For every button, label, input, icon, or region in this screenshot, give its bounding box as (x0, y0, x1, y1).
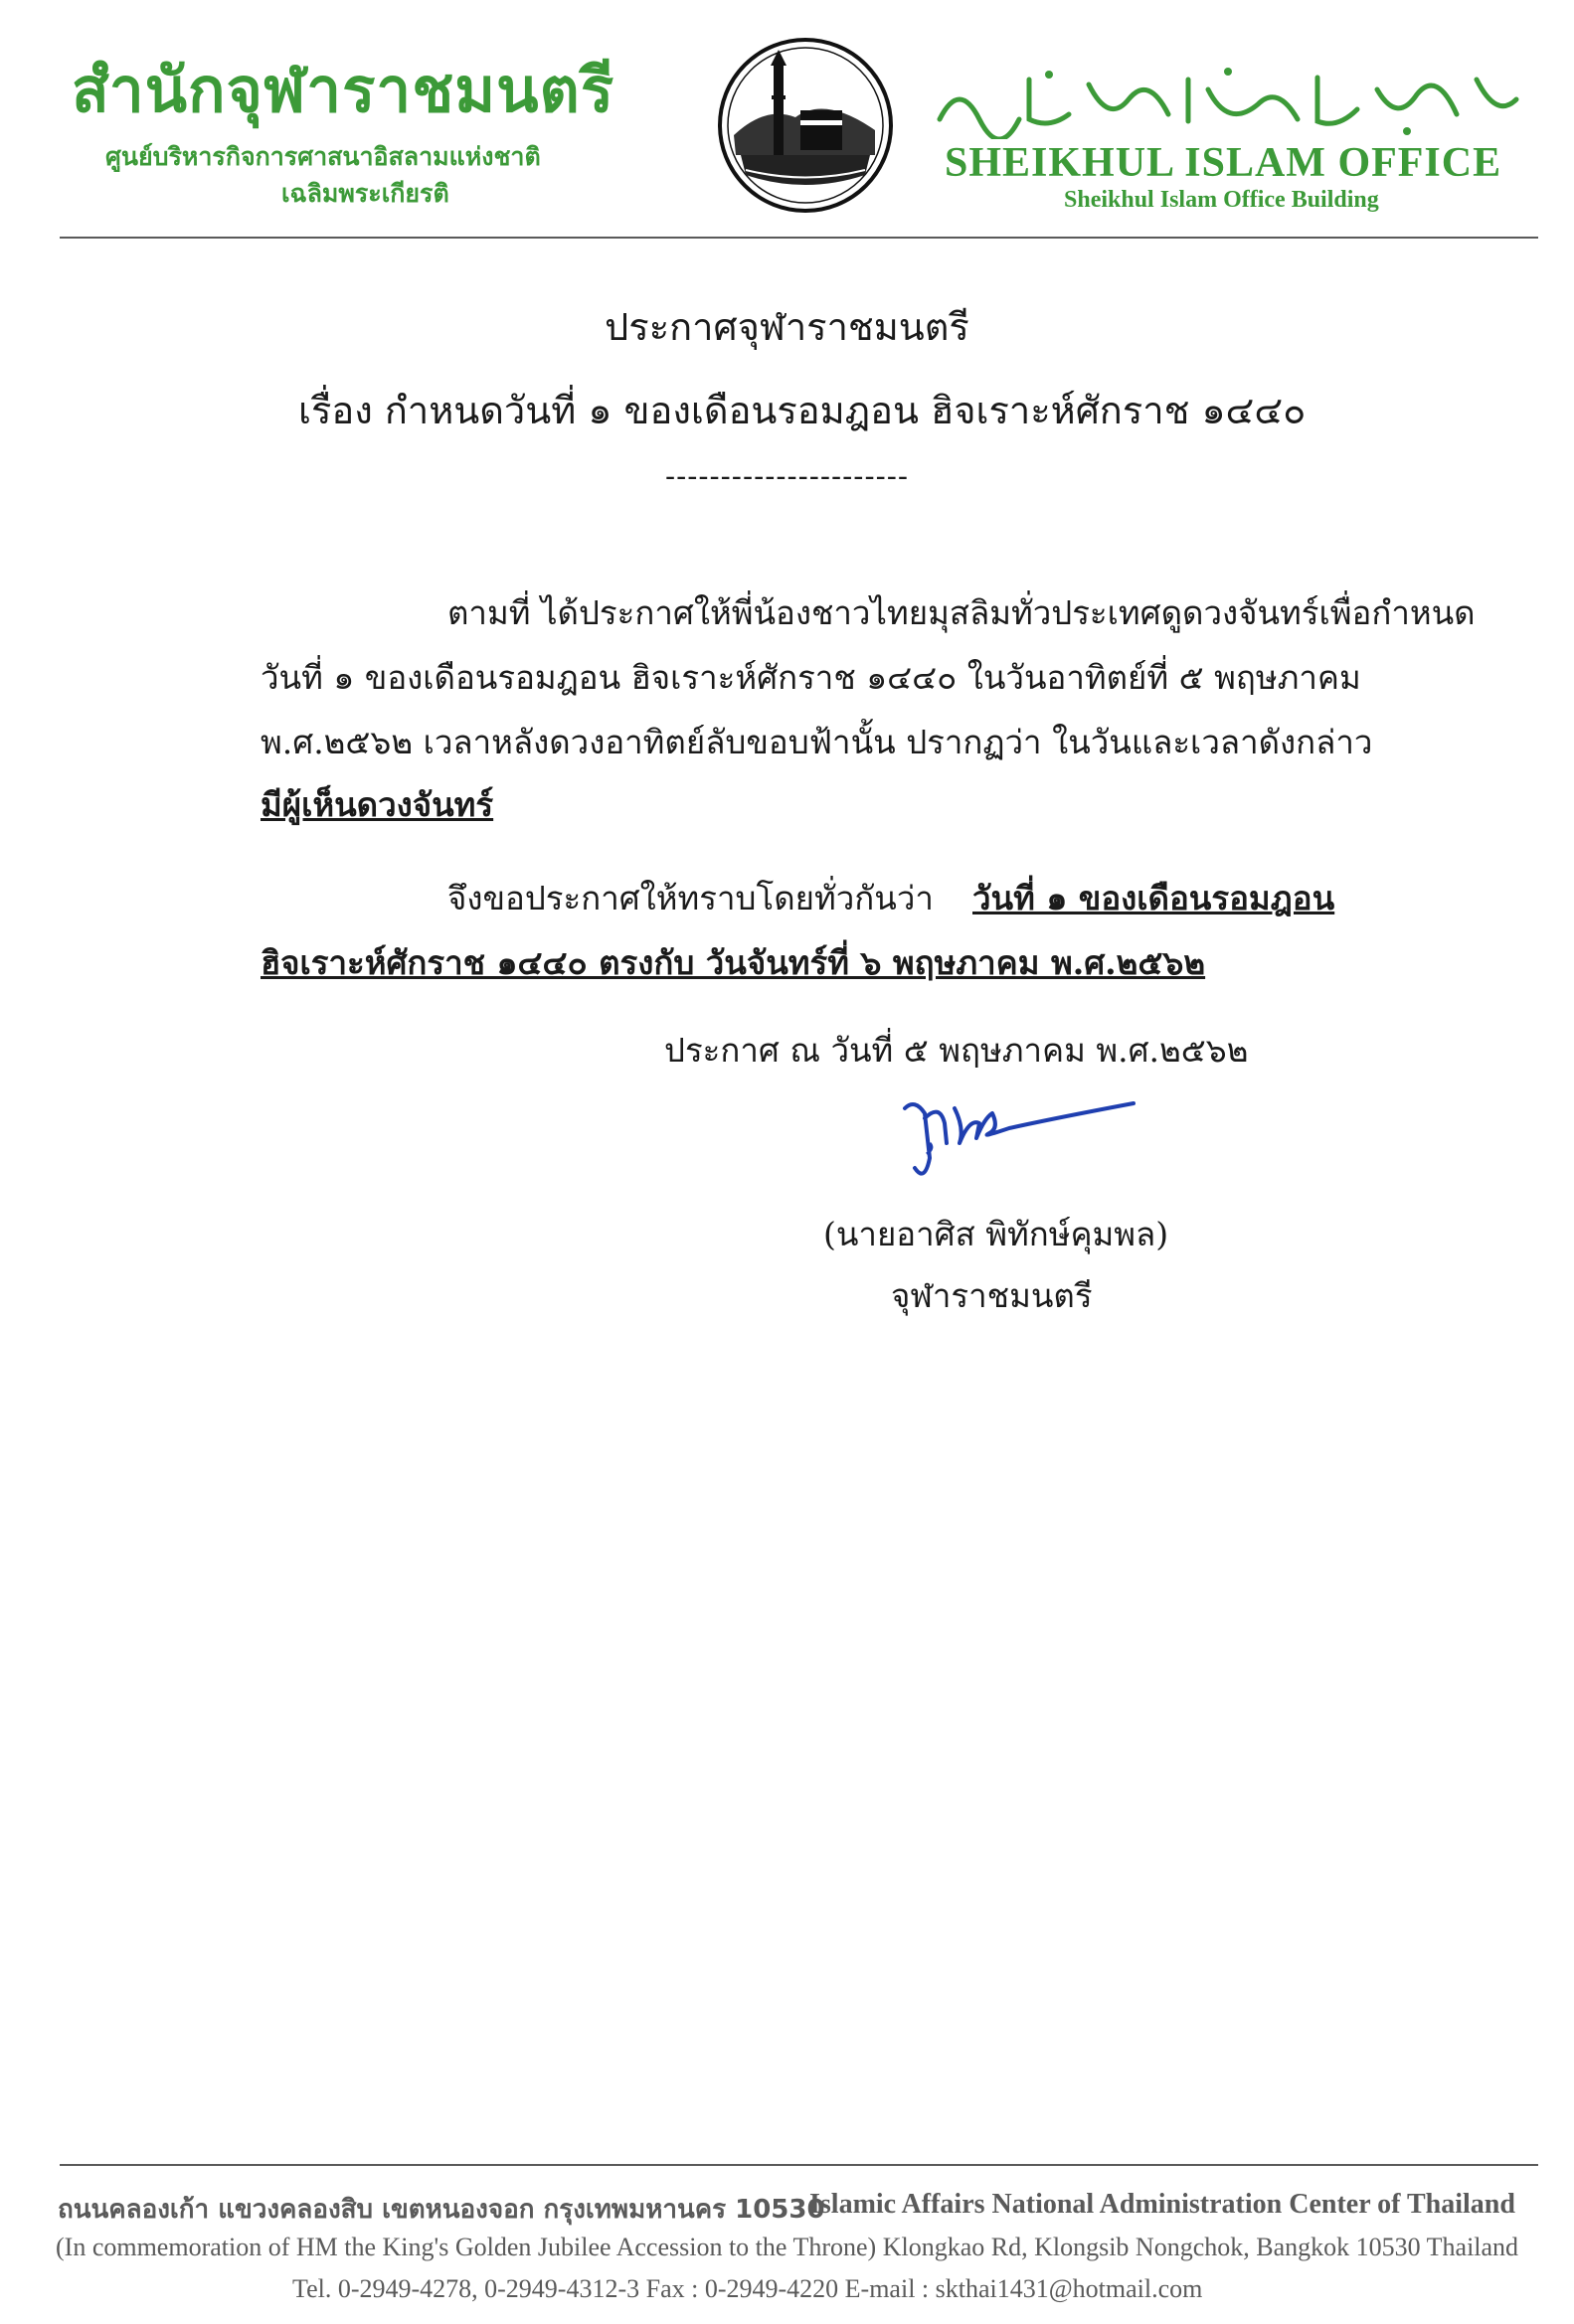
signature-mark (885, 1088, 1143, 1188)
footer-center-name: Islamic Affairs National Administration Center of Thailand (809, 2189, 1515, 2220)
paragraph-2-highlight: วันที่ ๑ ของเดือนรอมฎอน (972, 879, 1335, 917)
footer-address-thai: ถนนคลองเก้า แขวงคลองสิบ เขตหนองจอก กรุงเทพมหานคร 10530 (58, 2195, 825, 2225)
org-thai-name: สำนักจุฬาราชมนตรี (72, 54, 615, 126)
org-english-name: SHEIKHUL ISLAM OFFICE (945, 140, 1502, 186)
paragraph-1-line-2: วันที่ ๑ ของเดือนรอมฎอน ฮิจเราะห์ศักราช ๑๔๔๐ ในวันอาทิตย์ที่ ๕ พฤษภาคม (261, 658, 1361, 697)
paragraph-1-line-4: มีผู้เห็นดวงจันทร์ (261, 785, 494, 824)
paragraph-1-line-3: พ.ศ.๒๕๖๒ เวลาหลังดวงอาทิตย์ลับขอบฟ้านั้น ปรากฏว่า ในวันและเวลาดังกล่าว (261, 723, 1373, 761)
org-emblem-icon (716, 36, 895, 215)
paragraph-2-line-1: จึงขอประกาศให้ทราบโดยทั่วกันว่า (447, 879, 934, 917)
title-divider: ---------------------- (664, 459, 909, 494)
org-thai-subtitle: ศูนย์บริหารกิจการศาสนาอิสลามแห่งชาติ (105, 142, 541, 171)
org-thai-subtitle-2: เฉลิมพระเกียรติ (281, 179, 449, 208)
footer-address-english: (In commemoration of HM the King's Golden Jubilee Accession to the Throne) Klongkao Rd, Klongsib Nongchok, Bangkok 10530 Thailand (56, 2233, 1519, 2261)
footer-divider (60, 2164, 1538, 2166)
announcement-title: ประกาศจุฬาราชมนตรี (605, 305, 969, 349)
signer-name: (นายอาศิส พิทักษ์คุมพล) (823, 1215, 1169, 1253)
signer-title: จุฬาราชมนตรี (891, 1276, 1093, 1315)
org-building-name: Sheikhul Islam Office Building (1064, 187, 1379, 213)
announcement-date: ประกาศ ณ วันที่ ๕ พฤษภาคม พ.ศ.๒๕๖๒ (664, 1031, 1249, 1070)
header-divider (60, 237, 1538, 239)
arabic-calligraphy-title (930, 60, 1526, 139)
announcement-subject: เรื่อง กำหนดวันที่ ๑ ของเดือนรอมฎอน ฮิจเราะห์ศักราช ๑๔๔๐ (298, 389, 1307, 432)
paragraph-2-line-2: ฮิจเราะห์ศักราช ๑๔๔๐ ตรงกับ วันจันทร์ที่ ๖ พฤษภาคม พ.ศ.๒๕๖๒ (261, 943, 1206, 982)
paragraph-1-line-1: ตามที่ ได้ประกาศให้พี่น้องชาวไทยมุสลิมทั่วประเทศดูดวงจันทร์เพื่อกำหนด (447, 593, 1476, 632)
footer-contact: Tel. 0-2949-4278, 0-2949-4312-3 Fax : 0-2949-4220 E-mail : skthai1431@hotmail.com (292, 2274, 1203, 2303)
